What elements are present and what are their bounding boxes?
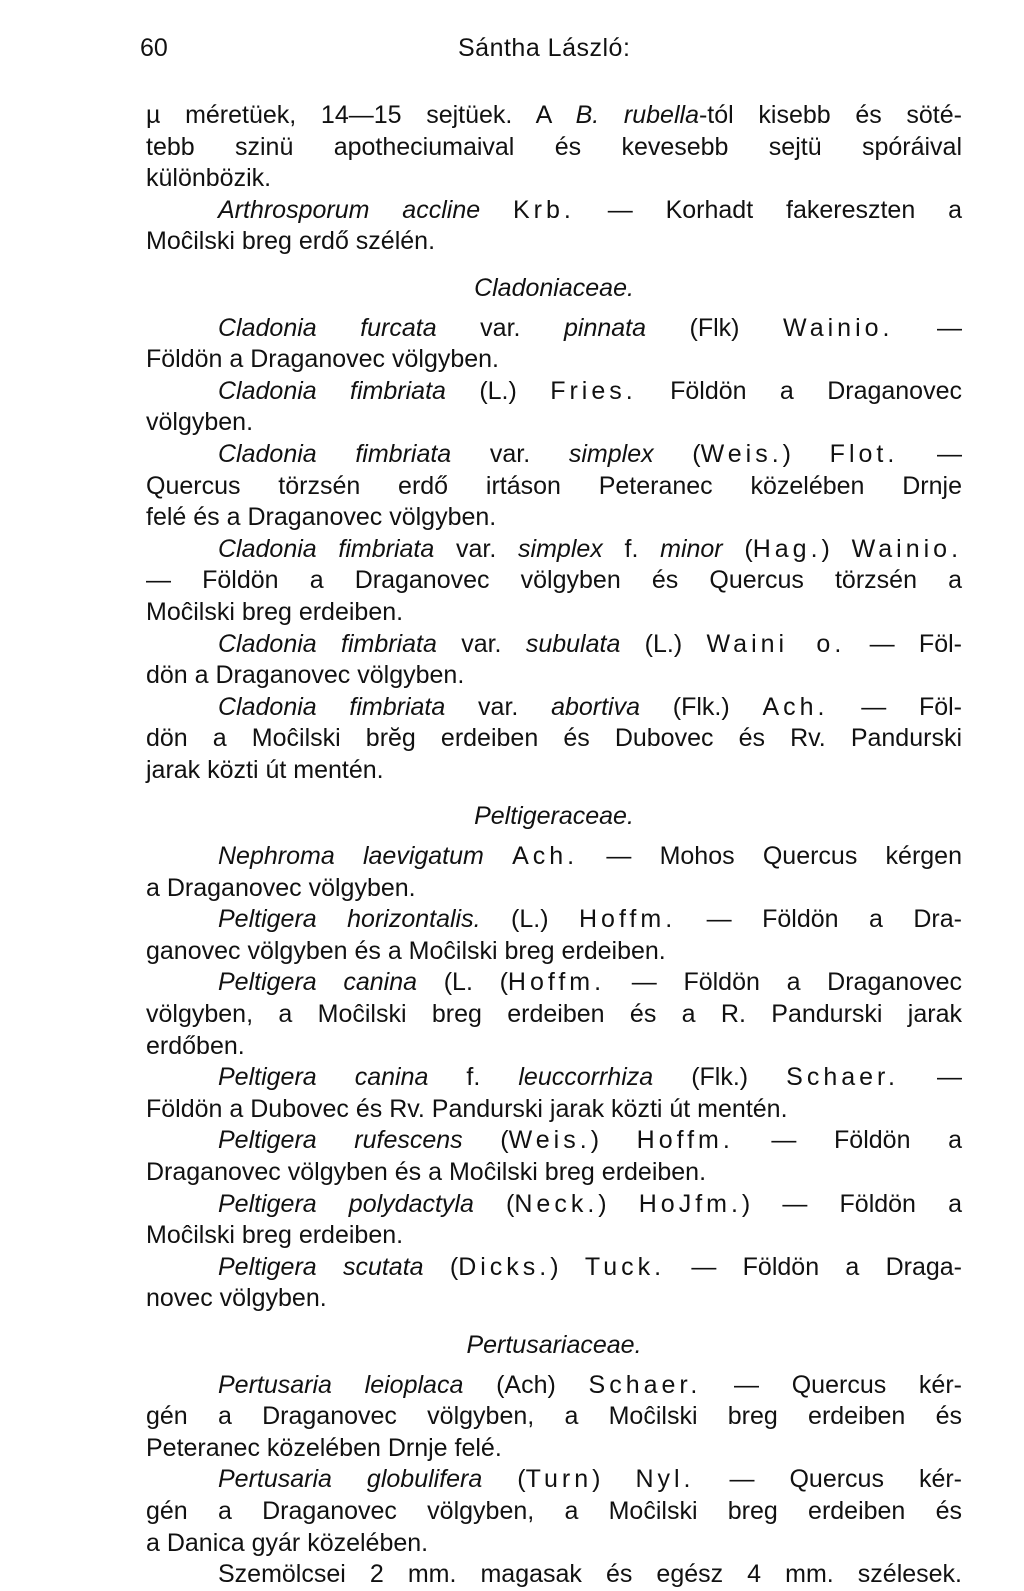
- page-number: 60: [140, 34, 168, 62]
- species-entry: Peltigera horizontalis. (L.) Hoffm. — Földön a Dra- ganovec völgyben és a Moĉilski breg erdeiben.: [146, 905, 962, 965]
- species-entry: Peltigera canina f. leuccorrhiza (Flk.) Schaer. — Földön a Dubovec és Rv. Pandurski jarak közti út mentén.: [146, 1063, 962, 1123]
- species-entry: Peltigera canina (L. (Hoffm. — Földön a Draganovec völgyben, a Moĉilski breg erdeiben és a R. Pandurski jarak erdőben.: [146, 968, 962, 1060]
- species-entry: Cladonia fimbriata var. abortiva (Flk.) Ach. — Föl- dön a Moĉilski brĕg erdeiben és Dubovec és Rv. Pandurski jarak közti út mentén.: [146, 692, 962, 784]
- species-entry: Peltigera scutata (Dicks.) Tuck. — Földön a Draga- novec völgyben.: [146, 1252, 962, 1313]
- species-entry: Pertusaria globulifera (Turn) Nyl. — Quercus kér- gén a Draganovec völgyben, a Moĉilski breg erdeiben és a Danica gyár közelében.: [146, 1465, 963, 1557]
- paragraph: Szemölcsei 2 mm. magasak és egész 4 mm. szélesek.: [218, 1560, 962, 1589]
- species-entry: Arthrosporum accline Krb. — Korhadt fakereszten a Moĉilski breg erdő szélén.: [146, 195, 962, 256]
- species-entry: Cladonia fimbriata var. subulata (L.) Waini o. — Föl- dön a Draganovec völgyben.: [146, 629, 962, 690]
- author-running-head: Sántha László:: [458, 34, 631, 62]
- paragraph: µ méretüek, 14—15 sejtüek. A B. rubella-tól kisebb és söté- tebb szinü apotheciumaival és kevesebb sejtü spóráival különbözik.: [146, 101, 962, 193]
- running-header: [138, 34, 958, 74]
- family-heading: Cladoniaceae.: [474, 273, 634, 302]
- species-entry: Nephroma laevigatum Ach. — Mohos Quercus kérgen a Draganovec völgyben.: [146, 842, 962, 902]
- species-entry: Cladonia fimbriata var. simplex f. minor (Hag.) Wainio. — Földön a Draganovec völgyben és Quercus törzsén a Moĉilski breg erdeiben.: [146, 534, 963, 626]
- species-entry: Cladonia fimbriata var. simplex (Weis.) Flot. — Quercus törzsén erdő irtáson Peteranec közelében Drnje felé és a Draganovec völgyben.: [146, 439, 962, 532]
- species-entry: Cladonia furcata var. pinnata (Flk) Wainio. — Földön a Draganovec völgyben.: [146, 313, 963, 374]
- family-heading: Pertusariaceae.: [466, 1330, 642, 1359]
- species-entry: Cladonia fimbriata (L.) Fries. Földön a Draganovec völgyben.: [146, 376, 962, 437]
- body-text: [146, 100, 962, 1591]
- species-entry: Pertusaria leioplaca (Ach) Schaer. — Quercus kér- gén a Draganovec völgyben, a Moĉilski breg erdeiben és Peteranec közelében Drnje felé.: [146, 1370, 962, 1462]
- species-entry: Peltigera polydactyla (Neck.) HoJfm.) — Földön a Moĉilski breg erdeiben.: [146, 1189, 962, 1250]
- species-entry: Peltigera rufescens (Weis.) Hoffm. — Földön a Draganovec völgyben és a Moĉilski breg erdeiben.: [146, 1126, 962, 1186]
- family-heading: Peltigeraceae.: [474, 802, 634, 831]
